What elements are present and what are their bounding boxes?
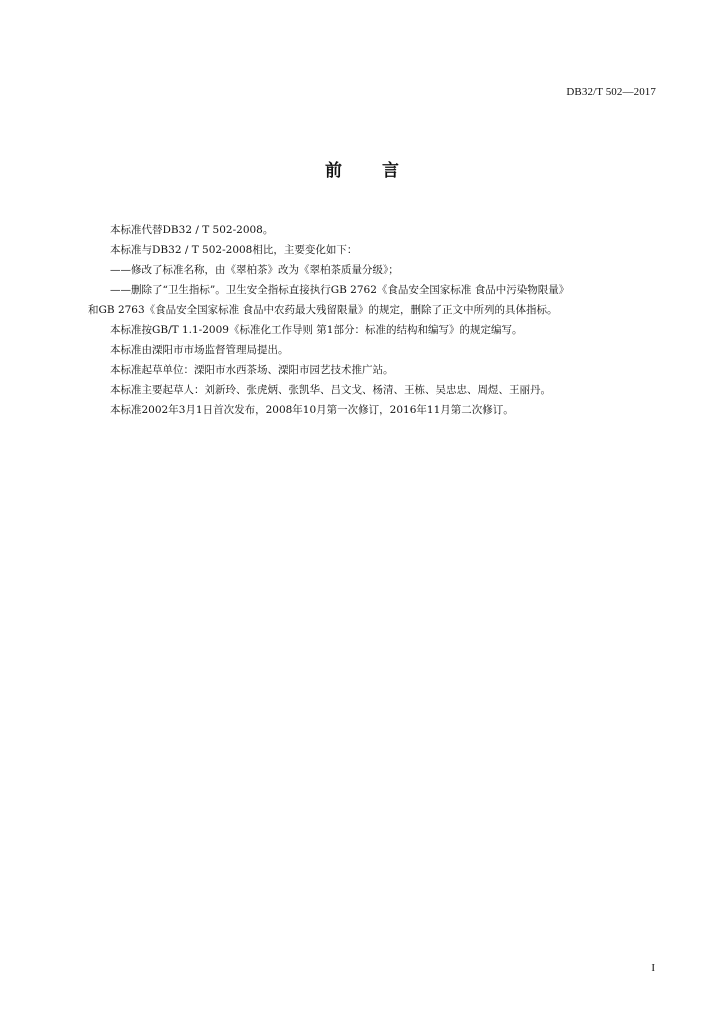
document-code: DB32/T 502—2017: [566, 86, 656, 98]
section-title: [0, 156, 724, 181]
paragraph-drafting-units: 本标准起草单位：溧阳市水西茶场、溧阳市园艺技术推广站。: [110, 364, 394, 376]
paragraph-proposer: 本标准由溧阳市市场监督管理局提出。: [110, 344, 289, 356]
page-number: I: [651, 962, 655, 974]
paragraph-change-hygiene: ——删除了“卫生指标”。卫生安全指标直接执行GB 2762《食品安全国家标准 食品中污染物限量》: [110, 284, 570, 296]
paragraph-change-hygiene-continued: 和GB 2763《食品安全国家标准 食品中农药最大残留限量》的规定，删除了正文中所列的具体指标。: [88, 304, 558, 316]
paragraph-changes-intro: 本标准与DB32 / T 502-2008相比，主要变化如下：: [110, 244, 358, 256]
paragraph-history: 本标准2002年3月1日首次发布，2008年10月第一次修订，2016年11月第二次修订。: [110, 404, 514, 416]
paragraph-change-title: ——修改了标准名称，由《翠柏茶》改为《翠柏茶质量分级》；: [110, 264, 399, 276]
foreword-body: [88, 220, 668, 420]
section-title-part-2: 言: [382, 161, 399, 181]
section-title-part-1: 前: [325, 161, 342, 181]
paragraph-drafting-rules: 本标准按GB/T 1.1-2009《标准化工作导则 第1部分：标准的结构和编写》的规定编写。: [110, 324, 523, 336]
paragraph-replaces: 本标准代替DB32 / T 502-2008。: [110, 224, 274, 236]
paragraph-drafters: 本标准主要起草人：刘新玲、张虎炳、张凯华、吕文戈、杨清、王栋、吴忠忠、周煜、王丽丹。: [110, 384, 551, 396]
